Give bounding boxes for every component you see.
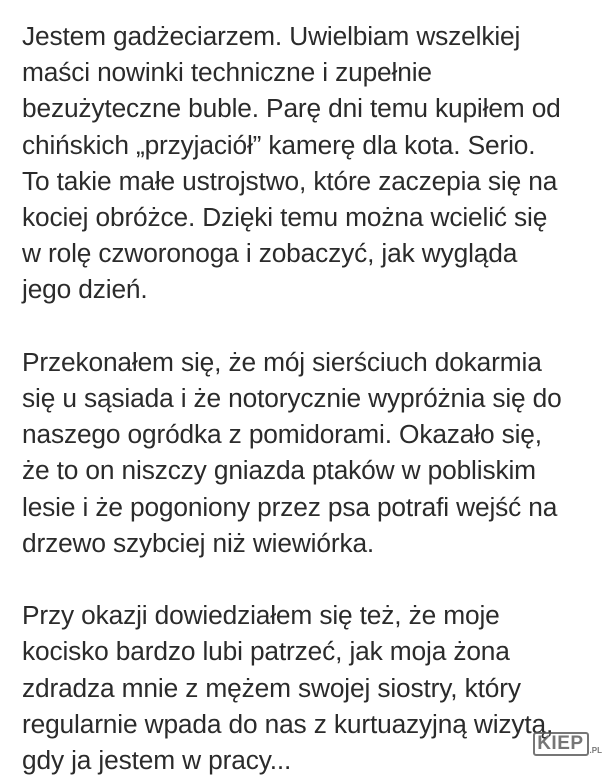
paragraph-spacer [22, 308, 606, 344]
paragraph-3 [22, 597, 606, 778]
kiep-watermark-logo [533, 732, 602, 756]
text-line: zdradza mnie z mężem swojej siostry, który [22, 672, 521, 703]
text-line: jego dzień. [22, 274, 148, 305]
text-line: lesie i że pogoniony przez psa potrafi wejść na [22, 491, 558, 522]
text-line: regularnie wpada do nas z kurtuazyjną wizytą, [22, 708, 554, 739]
text-line: To takie małe ustrojstwo, które zaczepia się na [22, 165, 558, 196]
text-line: że to on niszczy gniazda ptaków w pobliskim [22, 455, 536, 486]
text-line: kocisko bardzo lubi patrzeć, jak moja żona [22, 636, 510, 667]
text-line: maści nowinki techniczne i zupełnie [22, 57, 432, 88]
text-line: bezużyteczne buble. Parę dni temu kupiłem od [22, 93, 561, 124]
text-line: się u sąsiada i że notorycznie wypróżnia się do [22, 383, 562, 414]
text-line: naszego ogródka z pomidorami. Okazało się, [22, 419, 542, 450]
text-line: Przy okazji dowiedziałem się też, że moje [22, 600, 500, 631]
paragraph-1 [22, 18, 606, 308]
text-line: drzewo szybciej niż wiewiórka. [22, 527, 375, 558]
text-line: Jestem gadżeciarzem. Uwielbiam wszelkiej [22, 21, 521, 51]
text-line: Przekonałem się, że mój sierściuch dokarmia [22, 346, 542, 377]
text-line: gdy ja jestem w pracy... [22, 745, 292, 776]
watermark-suffix: .PL [589, 746, 602, 755]
text-line: w rolę czworonoga i zobaczyć, jak wygląda [22, 238, 518, 269]
text-line: chińskich „przyjaciół” kamerę dla kota. Serio. [22, 129, 536, 160]
post-text [22, 18, 606, 778]
paragraph-spacer [22, 561, 606, 597]
watermark-text: KIEP [533, 732, 588, 756]
text-line: kociej obróżce. Dzięki temu można wcielić się [22, 202, 548, 233]
paragraph-2 [22, 344, 606, 561]
